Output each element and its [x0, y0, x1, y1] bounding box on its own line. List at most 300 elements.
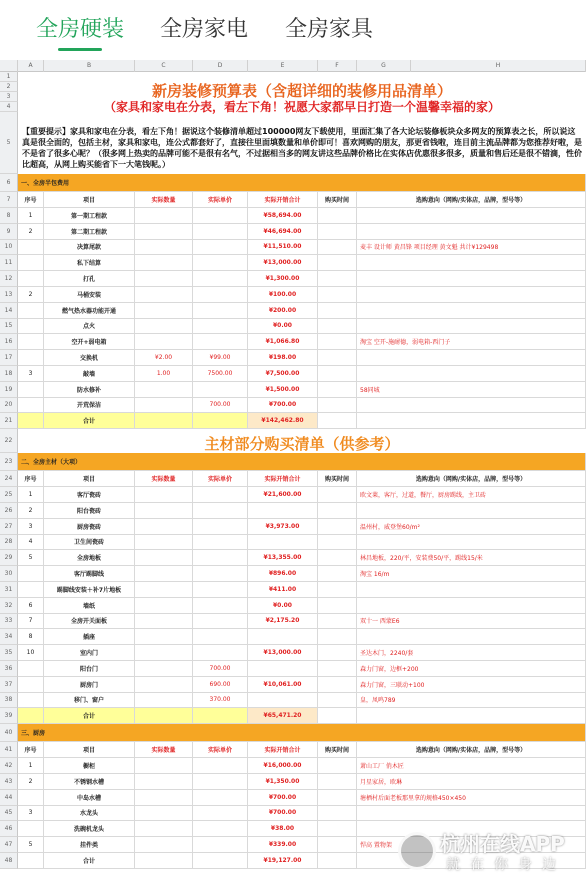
item-cell[interactable]: 点火	[44, 319, 135, 335]
qty-cell[interactable]	[135, 629, 193, 645]
buy-time-cell[interactable]	[318, 629, 357, 645]
column-title-qty[interactable]: 实际数量	[135, 471, 193, 487]
total-cell[interactable]: ¥3,973.00	[248, 519, 318, 535]
total-cell[interactable]: ¥2,175.20	[248, 614, 318, 630]
qty-cell[interactable]	[135, 661, 193, 677]
column-title-total[interactable]: 实际开销合计	[248, 192, 318, 208]
row-number[interactable]: 10	[0, 240, 18, 256]
item-cell[interactable]: 私下结算	[44, 255, 135, 271]
seq-cell[interactable]: 2	[18, 774, 44, 790]
row-number[interactable]: 14	[0, 303, 18, 319]
column-title-buy-time[interactable]: 购买时间	[318, 742, 357, 758]
buy-time-cell[interactable]	[318, 790, 357, 806]
qty-cell[interactable]	[135, 550, 193, 566]
price-cell[interactable]	[193, 837, 248, 853]
qty-cell[interactable]	[135, 614, 193, 630]
seq-cell[interactable]	[18, 566, 44, 582]
channel-cell[interactable]: 塘栖村后面老板那里拿的规格450×450	[357, 790, 586, 806]
channel-cell[interactable]: 皇，凤鸣789	[357, 693, 586, 709]
price-cell[interactable]	[193, 806, 248, 822]
price-cell[interactable]	[193, 821, 248, 837]
total-cell[interactable]: ¥1,500.00	[248, 382, 318, 398]
item-cell[interactable]: 合计	[44, 853, 135, 869]
price-cell[interactable]	[193, 319, 248, 335]
buy-time-cell[interactable]	[318, 821, 357, 837]
qty-cell[interactable]	[135, 240, 193, 256]
column-title-item[interactable]: 项目	[44, 742, 135, 758]
qty-cell[interactable]	[135, 566, 193, 582]
channel-cell[interactable]: 麦丰 设计师 黄昌锋 项目经理 黄文魁 共计¥129498	[357, 240, 586, 256]
item-cell[interactable]: 移门、窗户	[44, 693, 135, 709]
seq-cell[interactable]	[18, 398, 44, 414]
buy-time-cell[interactable]	[318, 598, 357, 614]
row-number[interactable]: 13	[0, 287, 18, 303]
buy-time-cell[interactable]	[318, 208, 357, 224]
seq-cell[interactable]: 1	[18, 758, 44, 774]
price-cell[interactable]	[193, 287, 248, 303]
column-title-channel[interactable]: 选购意向（网购/实体店，品牌，型号等）	[357, 742, 586, 758]
seq-cell[interactable]	[18, 821, 44, 837]
row-number[interactable]: 9	[0, 224, 18, 240]
qty-cell[interactable]	[135, 806, 193, 822]
channel-cell[interactable]: 悍高 置物架	[357, 837, 586, 853]
seq-cell[interactable]	[18, 240, 44, 256]
row-number[interactable]: 24	[0, 471, 18, 487]
price-cell[interactable]: 7500.00	[193, 366, 248, 382]
total-cell[interactable]: ¥58,694.00	[248, 208, 318, 224]
buy-time-cell[interactable]	[318, 287, 357, 303]
qty-cell[interactable]	[135, 693, 193, 709]
buy-time-cell[interactable]	[318, 837, 357, 853]
channel-cell[interactable]: 温州村，威登堡60/m²	[357, 519, 586, 535]
row-number[interactable]: 40	[0, 724, 18, 742]
seq-cell[interactable]	[18, 661, 44, 677]
row-number[interactable]: 4	[0, 102, 18, 112]
price-cell[interactable]	[193, 240, 248, 256]
row-number[interactable]: 17	[0, 350, 18, 366]
column-title-total[interactable]: 实际开销合计	[248, 471, 318, 487]
seq-cell[interactable]: 5	[18, 837, 44, 853]
total-cell[interactable]: ¥16,000.00	[248, 758, 318, 774]
seq-cell[interactable]	[18, 319, 44, 335]
row-number[interactable]: 47	[0, 837, 18, 853]
row-number[interactable]: 44	[0, 790, 18, 806]
qty-cell[interactable]	[135, 319, 193, 335]
price-cell[interactable]	[193, 519, 248, 535]
item-cell[interactable]: 第二期工程款	[44, 224, 135, 240]
item-cell[interactable]: 室内门	[44, 645, 135, 661]
total-cell[interactable]: ¥10,061.00	[248, 677, 318, 693]
item-cell[interactable]: 全房地板	[44, 550, 135, 566]
seq-cell[interactable]	[18, 677, 44, 693]
item-cell[interactable]: 马桶安装	[44, 287, 135, 303]
buy-time-cell[interactable]	[318, 366, 357, 382]
buy-time-cell[interactable]	[318, 271, 357, 287]
column-title-price[interactable]: 实际单价	[193, 192, 248, 208]
total-cell[interactable]: ¥411.00	[248, 582, 318, 598]
column-title-buy-time[interactable]: 购买时间	[318, 192, 357, 208]
channel-cell[interactable]	[357, 366, 586, 382]
total-cell[interactable]: ¥19,127.00	[248, 853, 318, 869]
price-cell[interactable]: 700.00	[193, 398, 248, 414]
seq-cell[interactable]	[18, 790, 44, 806]
column-title-qty[interactable]: 实际数量	[135, 742, 193, 758]
total-cell[interactable]: ¥339.00	[248, 837, 318, 853]
total-cell[interactable]: ¥13,000.00	[248, 645, 318, 661]
row-number[interactable]: 8	[0, 208, 18, 224]
total-cell[interactable]: ¥0.00	[248, 319, 318, 335]
channel-cell[interactable]: 林昌地板，220/平，安装费50/平，踢线15/米	[357, 550, 586, 566]
seq-cell[interactable]: 1	[18, 208, 44, 224]
seq-cell[interactable]	[18, 334, 44, 350]
row-number[interactable]: 41	[0, 742, 18, 758]
seq-cell[interactable]: 2	[18, 224, 44, 240]
item-cell[interactable]: 第一期工程款	[44, 208, 135, 224]
item-cell[interactable]: 空开+弱电箱	[44, 334, 135, 350]
sum-seq-cell[interactable]	[18, 708, 44, 724]
price-cell[interactable]	[193, 503, 248, 519]
column-header[interactable]: E	[248, 60, 318, 72]
price-cell[interactable]	[193, 645, 248, 661]
buy-time-cell[interactable]	[318, 806, 357, 822]
row-number[interactable]: 35	[0, 645, 18, 661]
item-cell[interactable]: 决算尾款	[44, 240, 135, 256]
row-number[interactable]: 18	[0, 366, 18, 382]
row-number[interactable]: 1	[0, 72, 18, 82]
column-header[interactable]: B	[44, 60, 135, 72]
total-cell[interactable]: ¥46,694.00	[248, 224, 318, 240]
row-number[interactable]: 43	[0, 774, 18, 790]
column-title-channel[interactable]: 选购意向（网购/实体店，品牌，型号等）	[357, 192, 586, 208]
buy-time-cell[interactable]	[318, 319, 357, 335]
item-cell[interactable]: 阳台门	[44, 661, 135, 677]
seq-cell[interactable]	[18, 382, 44, 398]
total-cell[interactable]: ¥7,500.00	[248, 366, 318, 382]
price-cell[interactable]: ¥99.00	[193, 350, 248, 366]
buy-time-cell[interactable]	[318, 566, 357, 582]
total-cell[interactable]: ¥11,510.00	[248, 240, 318, 256]
buy-time-cell[interactable]	[318, 398, 357, 414]
sum-seq-cell[interactable]	[18, 413, 44, 429]
item-cell[interactable]: 交换机	[44, 350, 135, 366]
column-header[interactable]: C	[135, 60, 193, 72]
total-cell[interactable]: ¥100.00	[248, 287, 318, 303]
column-title-price[interactable]: 实际单价	[193, 471, 248, 487]
price-cell[interactable]	[193, 334, 248, 350]
channel-cell[interactable]	[357, 582, 586, 598]
column-header[interactable]: A	[18, 60, 44, 72]
seq-cell[interactable]: 3	[18, 519, 44, 535]
total-cell[interactable]	[248, 661, 318, 677]
channel-cell[interactable]: 萧山工厂 俏木匠	[357, 758, 586, 774]
channel-cell[interactable]	[357, 535, 586, 551]
column-header[interactable]: G	[357, 60, 411, 72]
total-cell[interactable]: ¥21,600.00	[248, 487, 318, 503]
buy-time-cell[interactable]	[318, 255, 357, 271]
row-number[interactable]: 22	[0, 429, 18, 453]
column-title-channel[interactable]: 选购意向（网购/实体店，品牌，型号等）	[357, 471, 586, 487]
row-number[interactable]: 16	[0, 334, 18, 350]
tab-furniture[interactable]: 全房家具	[285, 17, 374, 42]
qty-cell[interactable]	[135, 774, 193, 790]
qty-cell[interactable]	[135, 837, 193, 853]
qty-cell[interactable]	[135, 677, 193, 693]
price-cell[interactable]	[193, 255, 248, 271]
row-number[interactable]: 20	[0, 398, 18, 414]
seq-cell[interactable]: 8	[18, 629, 44, 645]
price-cell[interactable]	[193, 208, 248, 224]
seq-cell[interactable]: 3	[18, 806, 44, 822]
total-cell[interactable]	[248, 535, 318, 551]
price-cell[interactable]	[193, 303, 248, 319]
price-cell[interactable]: 370.00	[193, 693, 248, 709]
qty-cell[interactable]	[135, 487, 193, 503]
channel-cell[interactable]: 双十一 西蒙E6	[357, 614, 586, 630]
channel-cell[interactable]	[357, 503, 586, 519]
total-cell[interactable]: ¥700.00	[248, 806, 318, 822]
channel-cell[interactable]	[357, 806, 586, 822]
sum-label-cell[interactable]: 合计	[44, 708, 135, 724]
qty-cell[interactable]	[135, 208, 193, 224]
qty-cell[interactable]	[135, 758, 193, 774]
item-cell[interactable]: 洗碗机龙头	[44, 821, 135, 837]
item-cell[interactable]: 客厅瓷砖	[44, 487, 135, 503]
total-cell[interactable]: ¥700.00	[248, 790, 318, 806]
row-number[interactable]: 42	[0, 758, 18, 774]
row-number[interactable]: 21	[0, 413, 18, 429]
price-cell[interactable]	[193, 487, 248, 503]
row-number[interactable]: 15	[0, 319, 18, 335]
item-cell[interactable]: 阳台瓷砖	[44, 503, 135, 519]
total-cell[interactable]: ¥0.00	[248, 598, 318, 614]
seq-cell[interactable]: 5	[18, 550, 44, 566]
total-cell[interactable]	[248, 503, 318, 519]
seq-cell[interactable]	[18, 255, 44, 271]
row-number[interactable]: 48	[0, 853, 18, 869]
seq-cell[interactable]	[18, 853, 44, 869]
qty-cell[interactable]	[135, 334, 193, 350]
column-title-item[interactable]: 项目	[44, 192, 135, 208]
item-cell[interactable]: 打孔	[44, 271, 135, 287]
item-cell[interactable]: 全房开关面板	[44, 614, 135, 630]
sum-qty-cell[interactable]	[135, 708, 193, 724]
channel-cell[interactable]: 淘宝 空开-施耐德，弱电箱-西门子	[357, 334, 586, 350]
section-title-kitchen[interactable]: 三、厨房	[18, 724, 586, 742]
row-number[interactable]: 11	[0, 255, 18, 271]
price-cell[interactable]: 700.00	[193, 661, 248, 677]
seq-cell[interactable]	[18, 350, 44, 366]
row-number[interactable]: 23	[0, 453, 18, 471]
row-number[interactable]: 19	[0, 382, 18, 398]
item-cell[interactable]: 水龙头	[44, 806, 135, 822]
buy-time-cell[interactable]	[318, 677, 357, 693]
total-cell[interactable]: ¥1,300.00	[248, 271, 318, 287]
total-cell[interactable]	[248, 693, 318, 709]
total-cell[interactable]	[248, 629, 318, 645]
sum-channel-cell[interactable]	[357, 708, 586, 724]
buy-time-cell[interactable]	[318, 853, 357, 869]
column-title-seq[interactable]: 序号	[18, 742, 44, 758]
qty-cell[interactable]	[135, 398, 193, 414]
price-cell[interactable]	[193, 598, 248, 614]
row-number[interactable]: 45	[0, 806, 18, 822]
qty-cell[interactable]	[135, 645, 193, 661]
column-title-qty[interactable]: 实际数量	[135, 192, 193, 208]
qty-cell[interactable]: ¥2.00	[135, 350, 193, 366]
price-cell[interactable]	[193, 566, 248, 582]
qty-cell[interactable]	[135, 821, 193, 837]
qty-cell[interactable]	[135, 271, 193, 287]
sum-price-cell[interactable]	[193, 413, 248, 429]
row-number[interactable]: 38	[0, 693, 18, 709]
price-cell[interactable]	[193, 582, 248, 598]
section-title-half-package[interactable]: 一、全房半包费用	[18, 174, 586, 192]
channel-cell[interactable]	[357, 271, 586, 287]
total-cell[interactable]: ¥700.00	[248, 398, 318, 414]
qty-cell[interactable]	[135, 382, 193, 398]
item-cell[interactable]: 橱柜	[44, 758, 135, 774]
row-number[interactable]: 6	[0, 174, 18, 192]
buy-time-cell[interactable]	[318, 645, 357, 661]
column-header[interactable]: D	[193, 60, 248, 72]
row-number[interactable]: 31	[0, 582, 18, 598]
item-cell[interactable]: 防水修补	[44, 382, 135, 398]
buy-time-cell[interactable]	[318, 503, 357, 519]
price-cell[interactable]	[193, 271, 248, 287]
row-number[interactable]: 37	[0, 677, 18, 693]
buy-time-cell[interactable]	[318, 550, 357, 566]
seq-cell[interactable]: 2	[18, 287, 44, 303]
item-cell[interactable]: 卫生间瓷砖	[44, 535, 135, 551]
seq-cell[interactable]: 1	[18, 487, 44, 503]
seq-cell[interactable]: 3	[18, 366, 44, 382]
buy-time-cell[interactable]	[318, 535, 357, 551]
sum-buy-time-cell[interactable]	[318, 708, 357, 724]
buy-time-cell[interactable]	[318, 224, 357, 240]
sum-qty-cell[interactable]	[135, 413, 193, 429]
seq-cell[interactable]: 2	[18, 503, 44, 519]
qty-cell[interactable]	[135, 303, 193, 319]
row-number[interactable]: 12	[0, 271, 18, 287]
seq-cell[interactable]: 10	[18, 645, 44, 661]
item-cell[interactable]: 墙纸	[44, 598, 135, 614]
column-header[interactable]: H	[411, 60, 586, 72]
buy-time-cell[interactable]	[318, 350, 357, 366]
total-cell[interactable]: ¥38.00	[248, 821, 318, 837]
price-cell[interactable]	[193, 790, 248, 806]
row-number[interactable]: 34	[0, 629, 18, 645]
price-cell[interactable]	[193, 550, 248, 566]
qty-cell[interactable]	[135, 224, 193, 240]
seq-cell[interactable]	[18, 303, 44, 319]
buy-time-cell[interactable]	[318, 758, 357, 774]
seq-cell[interactable]: 6	[18, 598, 44, 614]
row-number[interactable]: 32	[0, 598, 18, 614]
buy-time-cell[interactable]	[318, 774, 357, 790]
channel-cell[interactable]: 月星家居，欧琳	[357, 774, 586, 790]
item-cell[interactable]: 开荒保洁	[44, 398, 135, 414]
channel-cell[interactable]: 森力门窗，三联动+100	[357, 677, 586, 693]
row-number[interactable]: 25	[0, 487, 18, 503]
sum-price-cell[interactable]	[193, 708, 248, 724]
seq-cell[interactable]	[18, 693, 44, 709]
sum-label-cell[interactable]: 合计	[44, 413, 135, 429]
column-title-item[interactable]: 项目	[44, 471, 135, 487]
row-number[interactable]: 26	[0, 503, 18, 519]
buy-time-cell[interactable]	[318, 240, 357, 256]
channel-cell[interactable]	[357, 208, 586, 224]
buy-time-cell[interactable]	[318, 614, 357, 630]
item-cell[interactable]: 挂件类	[44, 837, 135, 853]
price-cell[interactable]	[193, 382, 248, 398]
price-cell[interactable]	[193, 774, 248, 790]
row-number[interactable]: 7	[0, 192, 18, 208]
total-cell[interactable]: ¥13,000.00	[248, 255, 318, 271]
seq-cell[interactable]	[18, 271, 44, 287]
channel-cell[interactable]	[357, 319, 586, 335]
price-cell[interactable]	[193, 853, 248, 869]
column-title-seq[interactable]: 序号	[18, 471, 44, 487]
buy-time-cell[interactable]	[318, 582, 357, 598]
buy-time-cell[interactable]	[318, 693, 357, 709]
seq-cell[interactable]	[18, 582, 44, 598]
sum-channel-cell[interactable]	[357, 413, 586, 429]
price-cell[interactable]	[193, 535, 248, 551]
spreadsheet[interactable]	[0, 60, 586, 888]
column-title-total[interactable]: 实际开销合计	[248, 742, 318, 758]
qty-cell[interactable]	[135, 582, 193, 598]
buy-time-cell[interactable]	[318, 334, 357, 350]
buy-time-cell[interactable]	[318, 487, 357, 503]
total-cell[interactable]: ¥200.00	[248, 303, 318, 319]
qty-cell[interactable]	[135, 598, 193, 614]
buy-time-cell[interactable]	[318, 519, 357, 535]
qty-cell[interactable]	[135, 790, 193, 806]
qty-cell[interactable]	[135, 503, 193, 519]
section-title-main-materials[interactable]: 二、全房主材（大项）	[18, 453, 586, 471]
column-title-buy-time[interactable]: 购买时间	[318, 471, 357, 487]
price-cell[interactable]	[193, 614, 248, 630]
channel-cell[interactable]	[357, 255, 586, 271]
column-title-seq[interactable]: 序号	[18, 192, 44, 208]
channel-cell[interactable]: 森力门窗，边框+200	[357, 661, 586, 677]
item-cell[interactable]: 敲墙	[44, 366, 135, 382]
item-cell[interactable]: 中岛水槽	[44, 790, 135, 806]
price-cell[interactable]	[193, 224, 248, 240]
price-cell[interactable]: 690.00	[193, 677, 248, 693]
row-number[interactable]: 36	[0, 661, 18, 677]
qty-cell[interactable]	[135, 255, 193, 271]
price-cell[interactable]	[193, 758, 248, 774]
row-number[interactable]: 29	[0, 550, 18, 566]
channel-cell[interactable]	[357, 629, 586, 645]
channel-cell[interactable]	[357, 224, 586, 240]
qty-cell[interactable]	[135, 287, 193, 303]
row-number[interactable]: 3	[0, 92, 18, 102]
qty-cell[interactable]	[135, 519, 193, 535]
row-number[interactable]: 39	[0, 708, 18, 724]
row-number[interactable]: 2	[0, 82, 18, 92]
channel-cell[interactable]: 58同城	[357, 382, 586, 398]
item-cell[interactable]: 踢脚线安装＋补7片地板	[44, 582, 135, 598]
column-header[interactable]: F	[318, 60, 357, 72]
seq-cell[interactable]: 7	[18, 614, 44, 630]
item-cell[interactable]: 厨房门	[44, 677, 135, 693]
channel-cell[interactable]	[357, 287, 586, 303]
channel-cell[interactable]: 欧文莱，客厅，过道，餐厅，厨房踢线，主卫砖	[357, 487, 586, 503]
total-cell[interactable]: ¥198.00	[248, 350, 318, 366]
tab-hard-decoration[interactable]: 全房硬装	[36, 17, 125, 42]
